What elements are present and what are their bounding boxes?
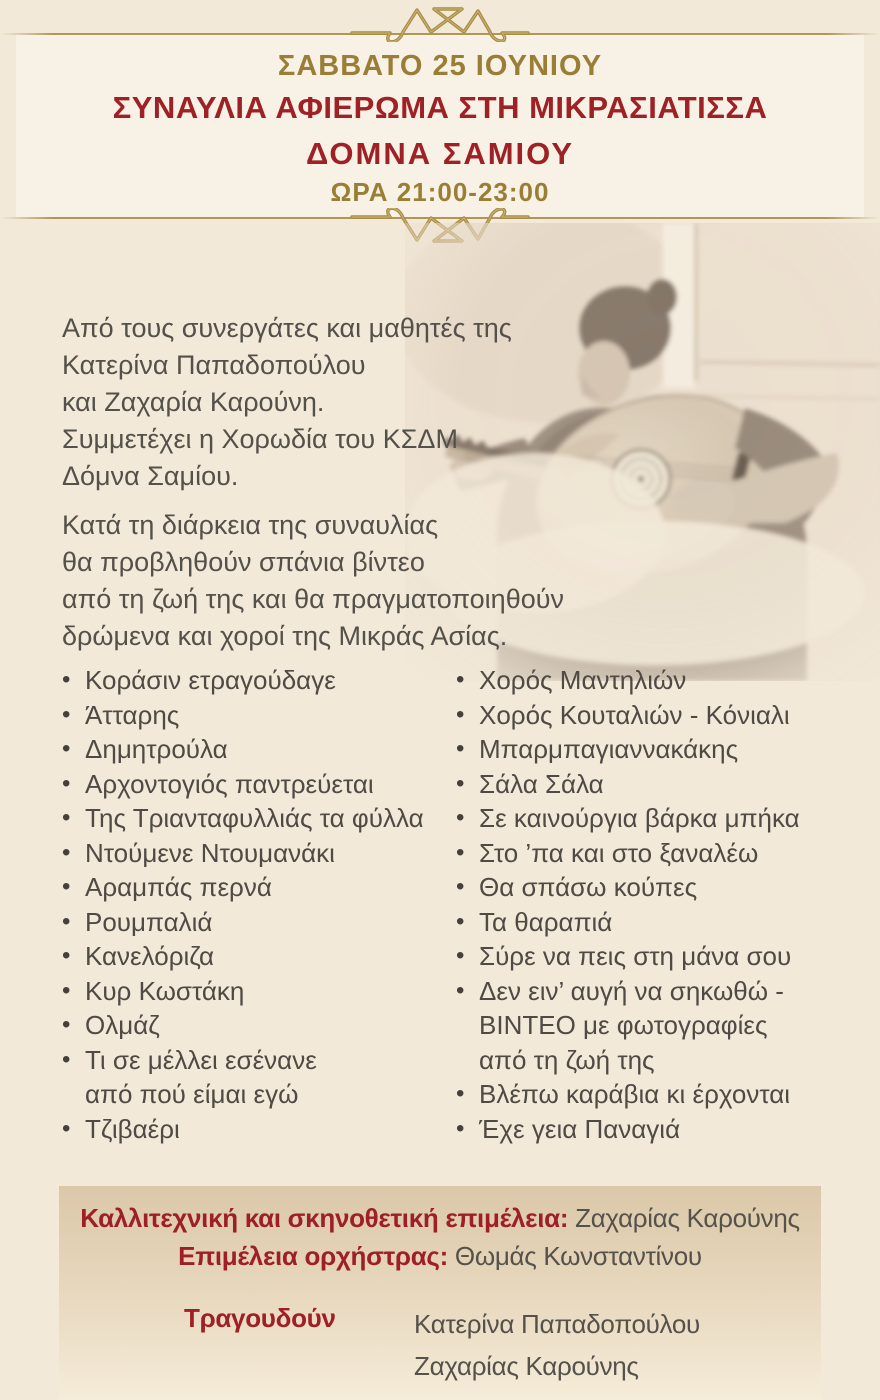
song-item <box>62 1112 424 1147</box>
bullet-dot: • <box>456 735 465 762</box>
bullet-dot <box>62 1077 85 1112</box>
song-item <box>62 801 424 836</box>
credit-value: Θωμάς Κωνσταντίνου <box>447 1241 702 1271</box>
intro-line: Κατερίνα Παπαδοπούλου <box>62 350 366 380</box>
bullet-dot: • <box>62 976 71 1004</box>
singer-names <box>414 1303 700 1387</box>
bullet-dot: • <box>456 700 465 728</box>
song-item <box>62 939 424 974</box>
song-title: Μπαρμπαγιαννακάκης <box>479 734 739 764</box>
song-item <box>62 974 424 1009</box>
bullet-dot: • <box>456 907 465 935</box>
bullet-dot: • <box>62 700 71 728</box>
song-item <box>456 974 800 1009</box>
bullet-dot: • <box>456 1114 465 1142</box>
song-title: Χορός Κουταλιών - Κόνιαλι <box>479 699 790 730</box>
bullet-dot: • <box>456 942 465 969</box>
song-item <box>456 732 800 767</box>
song-item-continuation <box>456 1008 800 1043</box>
song-item-continuation <box>456 1043 800 1078</box>
song-title: Ρουμπαλιά <box>85 906 213 937</box>
song-title: Σάλα Σάλα <box>479 768 604 799</box>
song-title: Βλέπω καράβια κι έρχονται <box>479 1079 791 1109</box>
bullet-dot: • <box>62 838 71 866</box>
intro-line: Από τους συνεργάτες και μαθητές της <box>62 313 512 343</box>
bullet-dot: • <box>456 976 465 1004</box>
singers-label: Τραγουδούν <box>184 1303 336 1333</box>
song-item <box>456 767 800 802</box>
bullet-dot: • <box>62 804 71 831</box>
song-item-continuation <box>62 1077 424 1112</box>
song-item <box>62 698 424 733</box>
bullet-dot: • <box>456 873 465 900</box>
singer-name: Κατερίνα Παπαδοπούλου <box>414 1309 700 1339</box>
intro-line: Κατά τη διάρκεια της συναυλίας <box>62 510 439 540</box>
song-list-left <box>62 663 424 1146</box>
orchestra-direction-credit <box>59 1241 821 1272</box>
song-title: Στο ’πα και στο ξαναλέω <box>479 837 759 868</box>
song-title: Ολμάζ <box>85 1010 160 1040</box>
bullet-dot: • <box>456 769 465 797</box>
intro-line: Δόμνα Σαμίου. <box>62 461 239 491</box>
bullet-dot: • <box>62 873 71 900</box>
song-title: Δημητρούλα <box>85 734 228 764</box>
song-item <box>62 663 424 698</box>
song-title: Αρχοντογιός παντρεύεται <box>85 768 374 799</box>
bullet-dot <box>456 1008 479 1043</box>
intro-line: Συμμετέχει η Χορωδία του ΚΣΔΜ <box>62 424 458 454</box>
song-item <box>456 1112 800 1147</box>
intro-line: δρώμενα και χοροί της Μικράς Ασίας. <box>62 621 508 651</box>
song-item <box>62 732 424 767</box>
song-title: Αραμπάς περνά <box>85 872 272 902</box>
bullet-dot: • <box>62 769 71 797</box>
song-title: Τζιβαέρι <box>85 1113 180 1144</box>
intro-line: και Ζαχαρία Καρούνη. <box>62 387 325 417</box>
intro-text <box>62 310 564 655</box>
song-title: Χορός Μαντηλιών <box>479 665 687 695</box>
bullet-dot: • <box>62 1011 71 1038</box>
bullet-dot <box>456 1043 479 1078</box>
song-title: από τη ζωή της <box>479 1044 655 1075</box>
singer-name: Ζαχαρίας Καρούνης <box>414 1351 639 1381</box>
event-title: ΣΥΝΑΥΛΙΑ ΑΦΙΕΡΩΜΑ ΣΤΗ ΜΙΚΡΑΣΙΑΤΙΣΣΑ <box>112 90 768 125</box>
song-item <box>62 905 424 940</box>
song-title: Έχε γεια Παναγιά <box>479 1113 681 1144</box>
credit-value: Ζαχαρίας Καρούνης <box>568 1203 800 1233</box>
song-title: Θα σπάσω κούπες <box>479 872 698 902</box>
song-item <box>456 939 800 974</box>
song-title: από πού είμαι εγώ <box>85 1079 299 1109</box>
song-title: Τι σε μέλλει εσένανε <box>85 1044 317 1075</box>
song-item <box>456 836 800 871</box>
artistic-direction-credit <box>59 1203 821 1234</box>
song-title: Σε καινούργια βάρκα μπήκα <box>479 803 800 833</box>
bullet-dot: • <box>62 907 71 935</box>
bullet-dot: • <box>456 1080 465 1107</box>
event-honoree: ΔΟΜΝΑ ΣΑΜΙΟΥ <box>305 136 575 171</box>
song-item <box>62 767 424 802</box>
song-item <box>456 801 800 836</box>
bullet-dot: • <box>62 1045 71 1073</box>
bullet-dot: • <box>456 666 465 693</box>
event-time: ΩΡΑ 21:00-23:00 <box>330 177 550 207</box>
song-title: Σύρε να πεις στη μάνα σου <box>479 941 792 971</box>
song-title: Κυρ Κωστάκη <box>85 975 245 1006</box>
bullet-dot: • <box>456 804 465 831</box>
song-item <box>62 1043 424 1078</box>
credit-label: Καλλιτεχνική και σκηνοθετική επιμέλεια: <box>80 1203 569 1233</box>
song-item <box>456 870 800 905</box>
song-item <box>62 870 424 905</box>
bullet-dot: • <box>62 942 71 969</box>
credit-label: Επιμέλεια ορχήστρας: <box>178 1241 448 1271</box>
song-title: Κανελόριζα <box>85 941 215 971</box>
song-title: Άτταρης <box>85 699 180 730</box>
song-item <box>62 836 424 871</box>
bullet-dot: • <box>62 735 71 762</box>
song-title: Της Τριανταφυλλιάς τα φύλλα <box>85 803 424 833</box>
bullet-dot: • <box>62 1114 71 1142</box>
gold-flourish-icon <box>350 0 530 42</box>
intro-line: από τη ζωή της και θα πραγματοποιηθούν <box>62 584 564 614</box>
bullet-dot: • <box>456 838 465 866</box>
song-title: Ντούμενε Ντουμανάκι <box>85 837 335 868</box>
song-title: Κοράσιν ετραγούδαγε <box>85 665 336 695</box>
intro-line: θα προβληθούν σπάνια βίντεο <box>62 547 425 577</box>
song-item <box>456 663 800 698</box>
song-title: ΒΙΝΤΕΟ με φωτογραφίες <box>479 1010 768 1040</box>
song-title: Τα θαραπιά <box>479 906 613 937</box>
song-item <box>456 905 800 940</box>
song-item <box>62 1008 424 1043</box>
event-date: ΣΑΒΒΑΤΟ 25 ΙΟΥΝΙΟΥ <box>277 50 603 82</box>
bullet-dot: • <box>62 666 71 693</box>
song-item <box>456 698 800 733</box>
credits-panel <box>59 1186 821 1400</box>
song-item <box>456 1077 800 1112</box>
song-title: Δεν ειν’ αυγή να σηκωθώ - <box>479 975 784 1006</box>
song-list-right <box>456 663 800 1146</box>
